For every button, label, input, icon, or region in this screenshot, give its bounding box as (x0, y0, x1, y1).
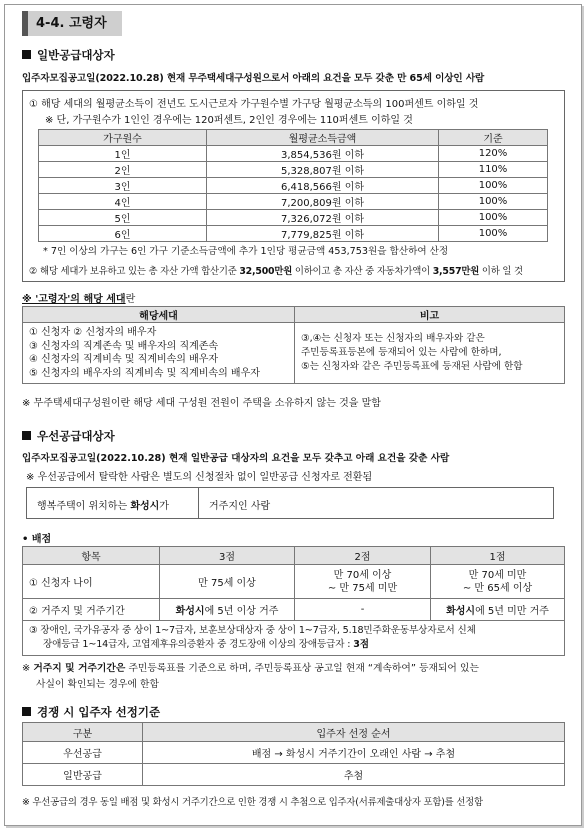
requirement-2: ② 해당 세대가 보유하고 있는 총 자산 가액 합산기준 32,500만원 이하이고 총 자산 중 자동차가액이 3,557만원 이하 일 것 (29, 266, 523, 277)
cell: 7,200,809원 이하 (207, 194, 439, 210)
cell: 배점 → 화성시 거주기간이 오래인 사람 → 추첨 (143, 742, 565, 764)
income-header-amount: 월평균소득금액 (207, 130, 439, 146)
cell: 100% (439, 226, 548, 242)
cell: 3인 (39, 178, 207, 194)
cell: 120% (439, 146, 548, 162)
residence-period-note: ※ 거주지 및 거주기간은 주민등록표를 기준으로 하며, 주민등록표상 공고일 현재 “계속하여” 등재되어 있는 (22, 663, 479, 674)
square-bullet-icon (22, 50, 31, 59)
square-bullet-icon (22, 707, 31, 716)
cell: 만 75세 이상 (160, 565, 295, 599)
table-row (23, 599, 565, 621)
general-requirements-box (22, 90, 565, 282)
cell: 우선공급 (23, 742, 143, 764)
cell: 화성시에 5년 미만 거주 (431, 599, 565, 621)
income-footnote: * 7인 이상의 가구는 6인 가구 기준소득금액에 추가 1인당 평균금액 453,753원을 합산하여 산정 (43, 246, 449, 257)
cell: 만 70세 미만 ∼ 만 65세 이상 (431, 565, 565, 599)
table-row (23, 764, 565, 786)
general-heading: 일반공급대상자 (22, 47, 115, 63)
household-remarks-cell (295, 323, 565, 384)
cell: 6,418,566원 이하 (207, 178, 439, 194)
cell: ① 신청자 나이 (23, 565, 160, 599)
list-item: 주민등록표등본에 등재되어 있는 사람에 한하며, (301, 347, 502, 358)
cell: 화성시에 5년 이상 거주 (160, 599, 295, 621)
competition-header-type: 구분 (23, 723, 143, 742)
cell: 100% (439, 194, 548, 210)
residence-box (26, 487, 554, 519)
table-row (39, 210, 548, 226)
cell: 1인 (39, 146, 207, 162)
table-row (39, 146, 548, 162)
priority-intro: 입주자모집공고일(2022.10.28) 현재 일반공급 대상자의 요건을 모두 갖추고 아래 요건을 갖춘 사람 (22, 453, 450, 464)
list-item: ⑤ 신청자의 배우자의 직계비속 및 직계비속의 배우자 (29, 367, 260, 379)
income-header-members: 가구원수 (39, 130, 207, 146)
cell: 5인 (39, 210, 207, 226)
requirement-1-note: ※ 단, 가구원수가 1인인 경우에는 120퍼센트, 2인인 경우에는 110퍼센트 이하일 것 (45, 115, 413, 126)
cell: 6인 (39, 226, 207, 242)
household-table (22, 306, 565, 384)
cell: - (295, 599, 431, 621)
list-item: ④ 신청자의 직계비속 및 직계비속의 배우자 (29, 354, 219, 365)
priority-note: ※ 우선공급에서 탈락한 사람은 별도의 신청절차 없이 일반공급 신청자로 전환됨 (26, 472, 373, 483)
score-header-3: 3점 (160, 547, 295, 565)
household-col-remarks: 비고 (295, 307, 565, 323)
table-row (39, 178, 548, 194)
requirement-1: ① 해당 세대의 월평균소득이 전년도 도시근로자 가구원수별 가구당 월평균소득의 100퍼센트 이하일 것 (29, 99, 479, 110)
cell: 만 70세 이상 ∼ 만 75세 미만 (295, 565, 431, 599)
list-item: ① 신청자 ② 신청자의 배우자 (29, 327, 157, 338)
cell: 4인 (39, 194, 207, 210)
score-header-1: 1점 (431, 547, 565, 565)
list-item: ⑤는 신청자와 같은 주민등록표에 등재된 사람에 한함 (301, 361, 523, 372)
table-row (23, 565, 565, 599)
cell: 110% (439, 162, 548, 178)
cell: 2인 (39, 162, 207, 178)
competition-header-order: 입주자 선정 순서 (143, 723, 565, 742)
competition-table (22, 722, 565, 786)
list-item: ③ 신청자의 직계존속 및 배우자의 직계존속 (29, 340, 219, 352)
competition-note: ※ 우선공급의 경우 동일 배점 및 화성시 거주기간으로 인한 경쟁 시 추첨으로 입주자(서류제출대상자 포함)를 선정함 (22, 797, 483, 808)
priority-heading: 우선공급대상자 (22, 428, 115, 444)
cell: 5,328,807원 이하 (207, 162, 439, 178)
cell: 7,326,072원 이하 (207, 210, 439, 226)
cell: ③ 장애인, 국가유공자 중 상이 1~7급자, 보훈보상대상자 중 상이 1~7급자, 5.18민주화운동부상자로서 신체 장애등급 1~14급자, 고엽제후유의증환자 중 경도장애 이상의 장애등급자 : 3점 (23, 621, 565, 656)
cell: 7,779,825원 이하 (207, 226, 439, 242)
score-header-2: 2점 (295, 547, 431, 565)
cell: 100% (439, 210, 548, 226)
general-intro: 입주자모집공고일(2022.10.28) 현재 무주택세대구성원으로서 아래의 요건을 모두 갖춘 만 65세 이상인 사람 (22, 73, 485, 84)
income-header-standard: 기준 (439, 130, 548, 146)
table-row (39, 194, 548, 210)
household-note: ※ 무주택세대구성원이란 해당 세대 구성원 전원이 주택을 소유하지 않는 것을 말함 (22, 398, 381, 409)
competition-heading: 경쟁 시 입주자 선정기준 (22, 704, 160, 720)
section-title: 4-4. 고령자 (22, 11, 122, 36)
score-table (22, 546, 565, 656)
residence-label: 행복주택이 위치하는 화성시가 (37, 501, 169, 512)
square-bullet-icon (22, 431, 31, 440)
residence-period-note-2: 사실이 확인되는 경우에 한함 (36, 679, 159, 690)
cell: 일반공급 (23, 764, 143, 786)
residence-value: 거주지인 사람 (209, 501, 271, 512)
income-table (38, 129, 548, 242)
household-col-members: 해당세대 (23, 307, 295, 323)
score-label: • 배점 (22, 534, 52, 545)
table-row (39, 226, 548, 242)
cell: 100% (439, 178, 548, 194)
table-row (23, 742, 565, 764)
list-item: ③,④는 신청자 또는 신청자의 배우자와 같은 (301, 333, 485, 344)
cell: 추첨 (143, 764, 565, 786)
household-heading: ※ '고령자'의 해당 세대란 (22, 294, 136, 305)
table-row (23, 621, 565, 656)
score-header-item: 항목 (23, 547, 160, 565)
cell: 3,854,536원 이하 (207, 146, 439, 162)
household-members-cell (23, 323, 295, 384)
table-row (39, 162, 548, 178)
cell: ② 거주지 및 거주기간 (23, 599, 160, 621)
